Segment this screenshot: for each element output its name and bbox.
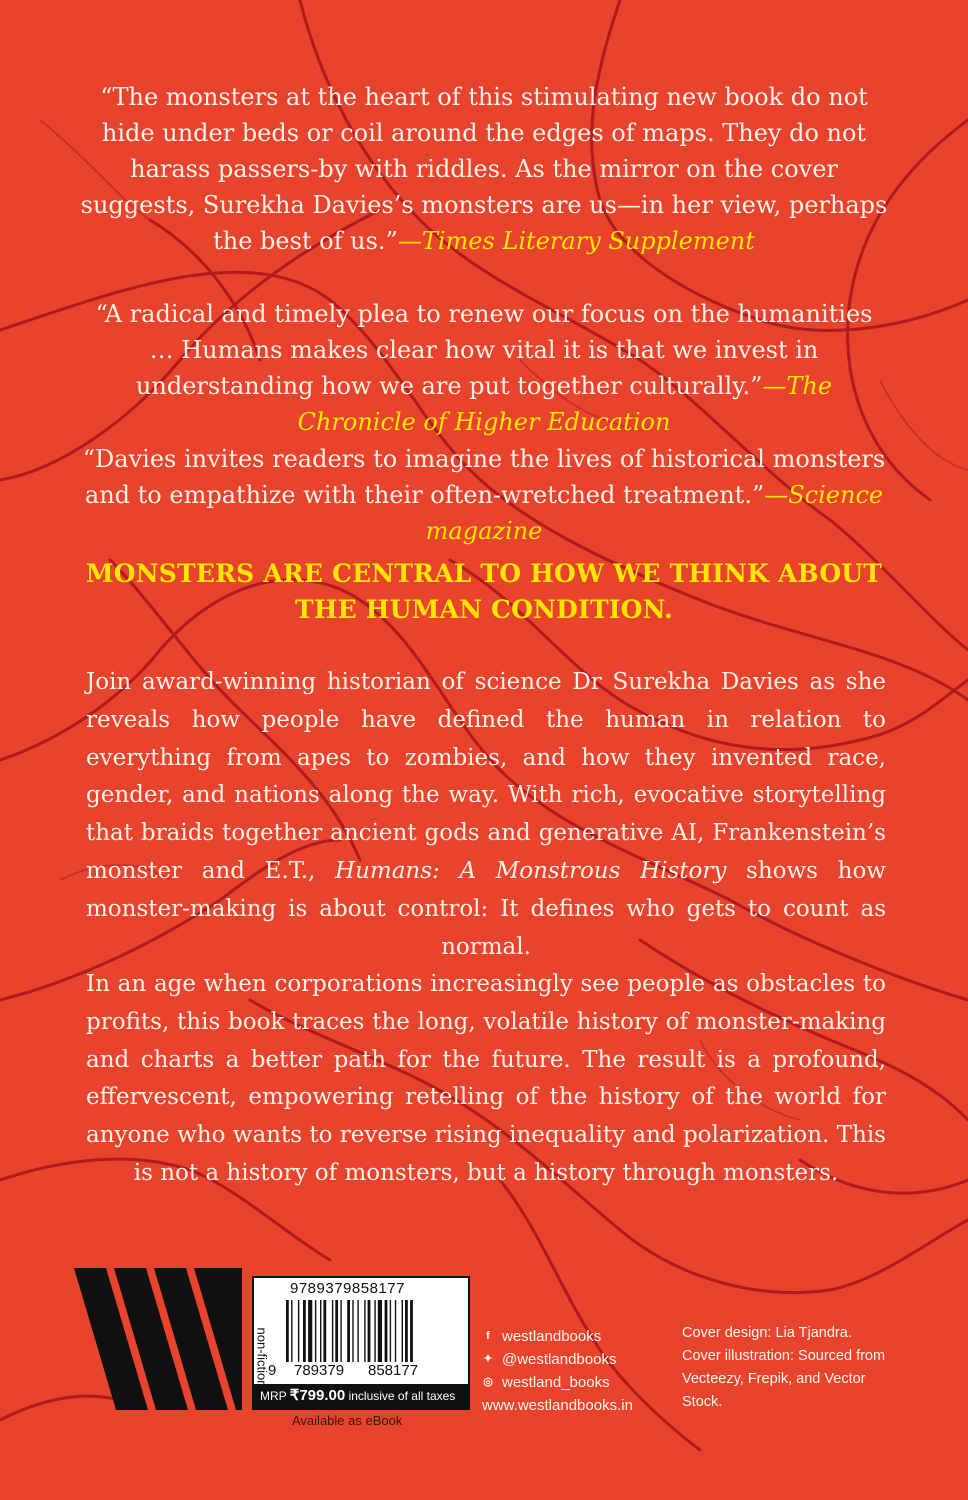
tax-note: inclusive of all taxes — [348, 1389, 456, 1403]
barcode-bar — [315, 1300, 316, 1362]
quote-text: “The monsters at the heart of this stimulating new book do not hide under beds or coil around the edges of maps. They do not harass passers-by with riddles. As the mirror on the cover suggests, Surekha Davies’s monsters are us—in her view, perhaps the best of us.” — [80, 83, 888, 255]
barcode-bar — [357, 1300, 358, 1362]
twitter-icon: ✦ — [483, 1353, 493, 1365]
barcode-bar — [347, 1300, 350, 1362]
social-twitter[interactable] — [482, 1348, 633, 1371]
barcode-bar — [303, 1300, 306, 1362]
barcode-bar — [298, 1300, 299, 1362]
isbn-digit-lead: 9 — [268, 1362, 277, 1379]
category-label: non-fiction — [254, 1327, 270, 1388]
barcode-bar — [308, 1300, 312, 1362]
paragraph-text: Join award-winning historian of science Dr Surekha Davies as she reveals how people have defined the human in relation to everything from apes to zombies, and how they invented race, gender, and nations along the way. With rich, evocative storytelling that braids together ancient gods and generative AI, Frankenstein’s monster and E.T., — [86, 669, 886, 884]
price-strip — [254, 1384, 468, 1408]
price: ₹799.00 — [289, 1387, 346, 1404]
barcode-bar — [385, 1300, 388, 1362]
ebook-note: Available as eBook — [292, 1413, 403, 1428]
quote-text: “Davies invites readers to imagine the lives of historical monsters and to empathize with their often-wretched treatment.” — [82, 445, 886, 509]
mrp-label: MRP — [260, 1389, 287, 1403]
headline: MONSTERS ARE CENTRAL TO HOW WE THINK ABOUT THE HUMAN CONDITION. — [85, 559, 883, 624]
social-links — [482, 1325, 633, 1417]
isbn-digits-left: 789379 — [294, 1362, 345, 1379]
social-instagram[interactable] — [482, 1371, 633, 1394]
cover-credits — [682, 1322, 902, 1414]
barcode-bars — [286, 1300, 446, 1362]
barcode-panel — [252, 1276, 470, 1410]
paragraph-text: shows how monster-making is about control: It defines who gets to count as normal. — [86, 857, 886, 960]
barcode-bar — [352, 1300, 353, 1362]
website-url: www.westlandbooks.in — [482, 1397, 633, 1414]
barcode-bar — [364, 1300, 365, 1362]
quote-source: —Science magazine — [425, 481, 884, 545]
design-credit: Cover design: Lia Tjandra. — [682, 1325, 852, 1341]
illustration-credit: Cover illustration: Sourced from Vecteezy, Frepik, and Vector Stock. — [682, 1348, 886, 1410]
quote-tls — [80, 79, 888, 259]
description-paragraph-1 — [86, 664, 886, 966]
barcode-bar — [368, 1300, 371, 1362]
instagram-icon: ◎ — [483, 1376, 493, 1388]
barcode-bar — [390, 1300, 391, 1362]
social-handle: @westlandbooks — [502, 1351, 617, 1368]
barcode-bar — [402, 1300, 403, 1362]
barcode-bar — [335, 1300, 338, 1362]
barcode-bar — [332, 1300, 333, 1362]
barcode-bar — [374, 1300, 375, 1362]
isbn-number: 9789379858177 — [290, 1280, 405, 1297]
barcode-bar — [323, 1300, 326, 1362]
description-paragraph-2: In an age when corporations increasingly see people as obstacles to profits, this book traces the long, volatile history of monster-making and charts a better path for the future. The result is a profound, effervescent, empowering retelling of the history of the world for anyone who wants to reverse rising inequality and polarization. This is not a history of monsters, but a history through monsters. — [86, 971, 886, 1186]
book-title: Humans: A Monstrous History — [335, 857, 727, 884]
quote-chronicle — [80, 296, 888, 440]
facebook-icon: f — [486, 1330, 490, 1342]
barcode-bar — [340, 1300, 341, 1362]
barcode-bar — [291, 1300, 292, 1362]
social-handle: westland_books — [502, 1374, 610, 1391]
quote-science — [80, 441, 888, 549]
quote-source: —The Chronicle of Higher Education — [297, 372, 833, 436]
barcode-bar — [405, 1300, 408, 1362]
barcode-bar — [320, 1300, 321, 1362]
quote-source: —Times Literary Supplement — [397, 227, 755, 255]
barcode-bar — [378, 1300, 382, 1362]
barcode-bar — [286, 1300, 289, 1362]
website-link[interactable] — [482, 1394, 633, 1417]
social-handle: westlandbooks — [502, 1328, 602, 1345]
social-facebook[interactable] — [482, 1325, 633, 1348]
westland-logo — [74, 1268, 242, 1410]
barcode-bar — [410, 1300, 413, 1362]
isbn-digits-right: 858177 — [368, 1362, 419, 1379]
barcode-bar — [395, 1300, 396, 1362]
quote-text: “A radical and timely plea to renew our focus on the humanities … Humans makes clear how vital it is that we invest in understanding how we are put together culturally.” — [95, 300, 873, 400]
